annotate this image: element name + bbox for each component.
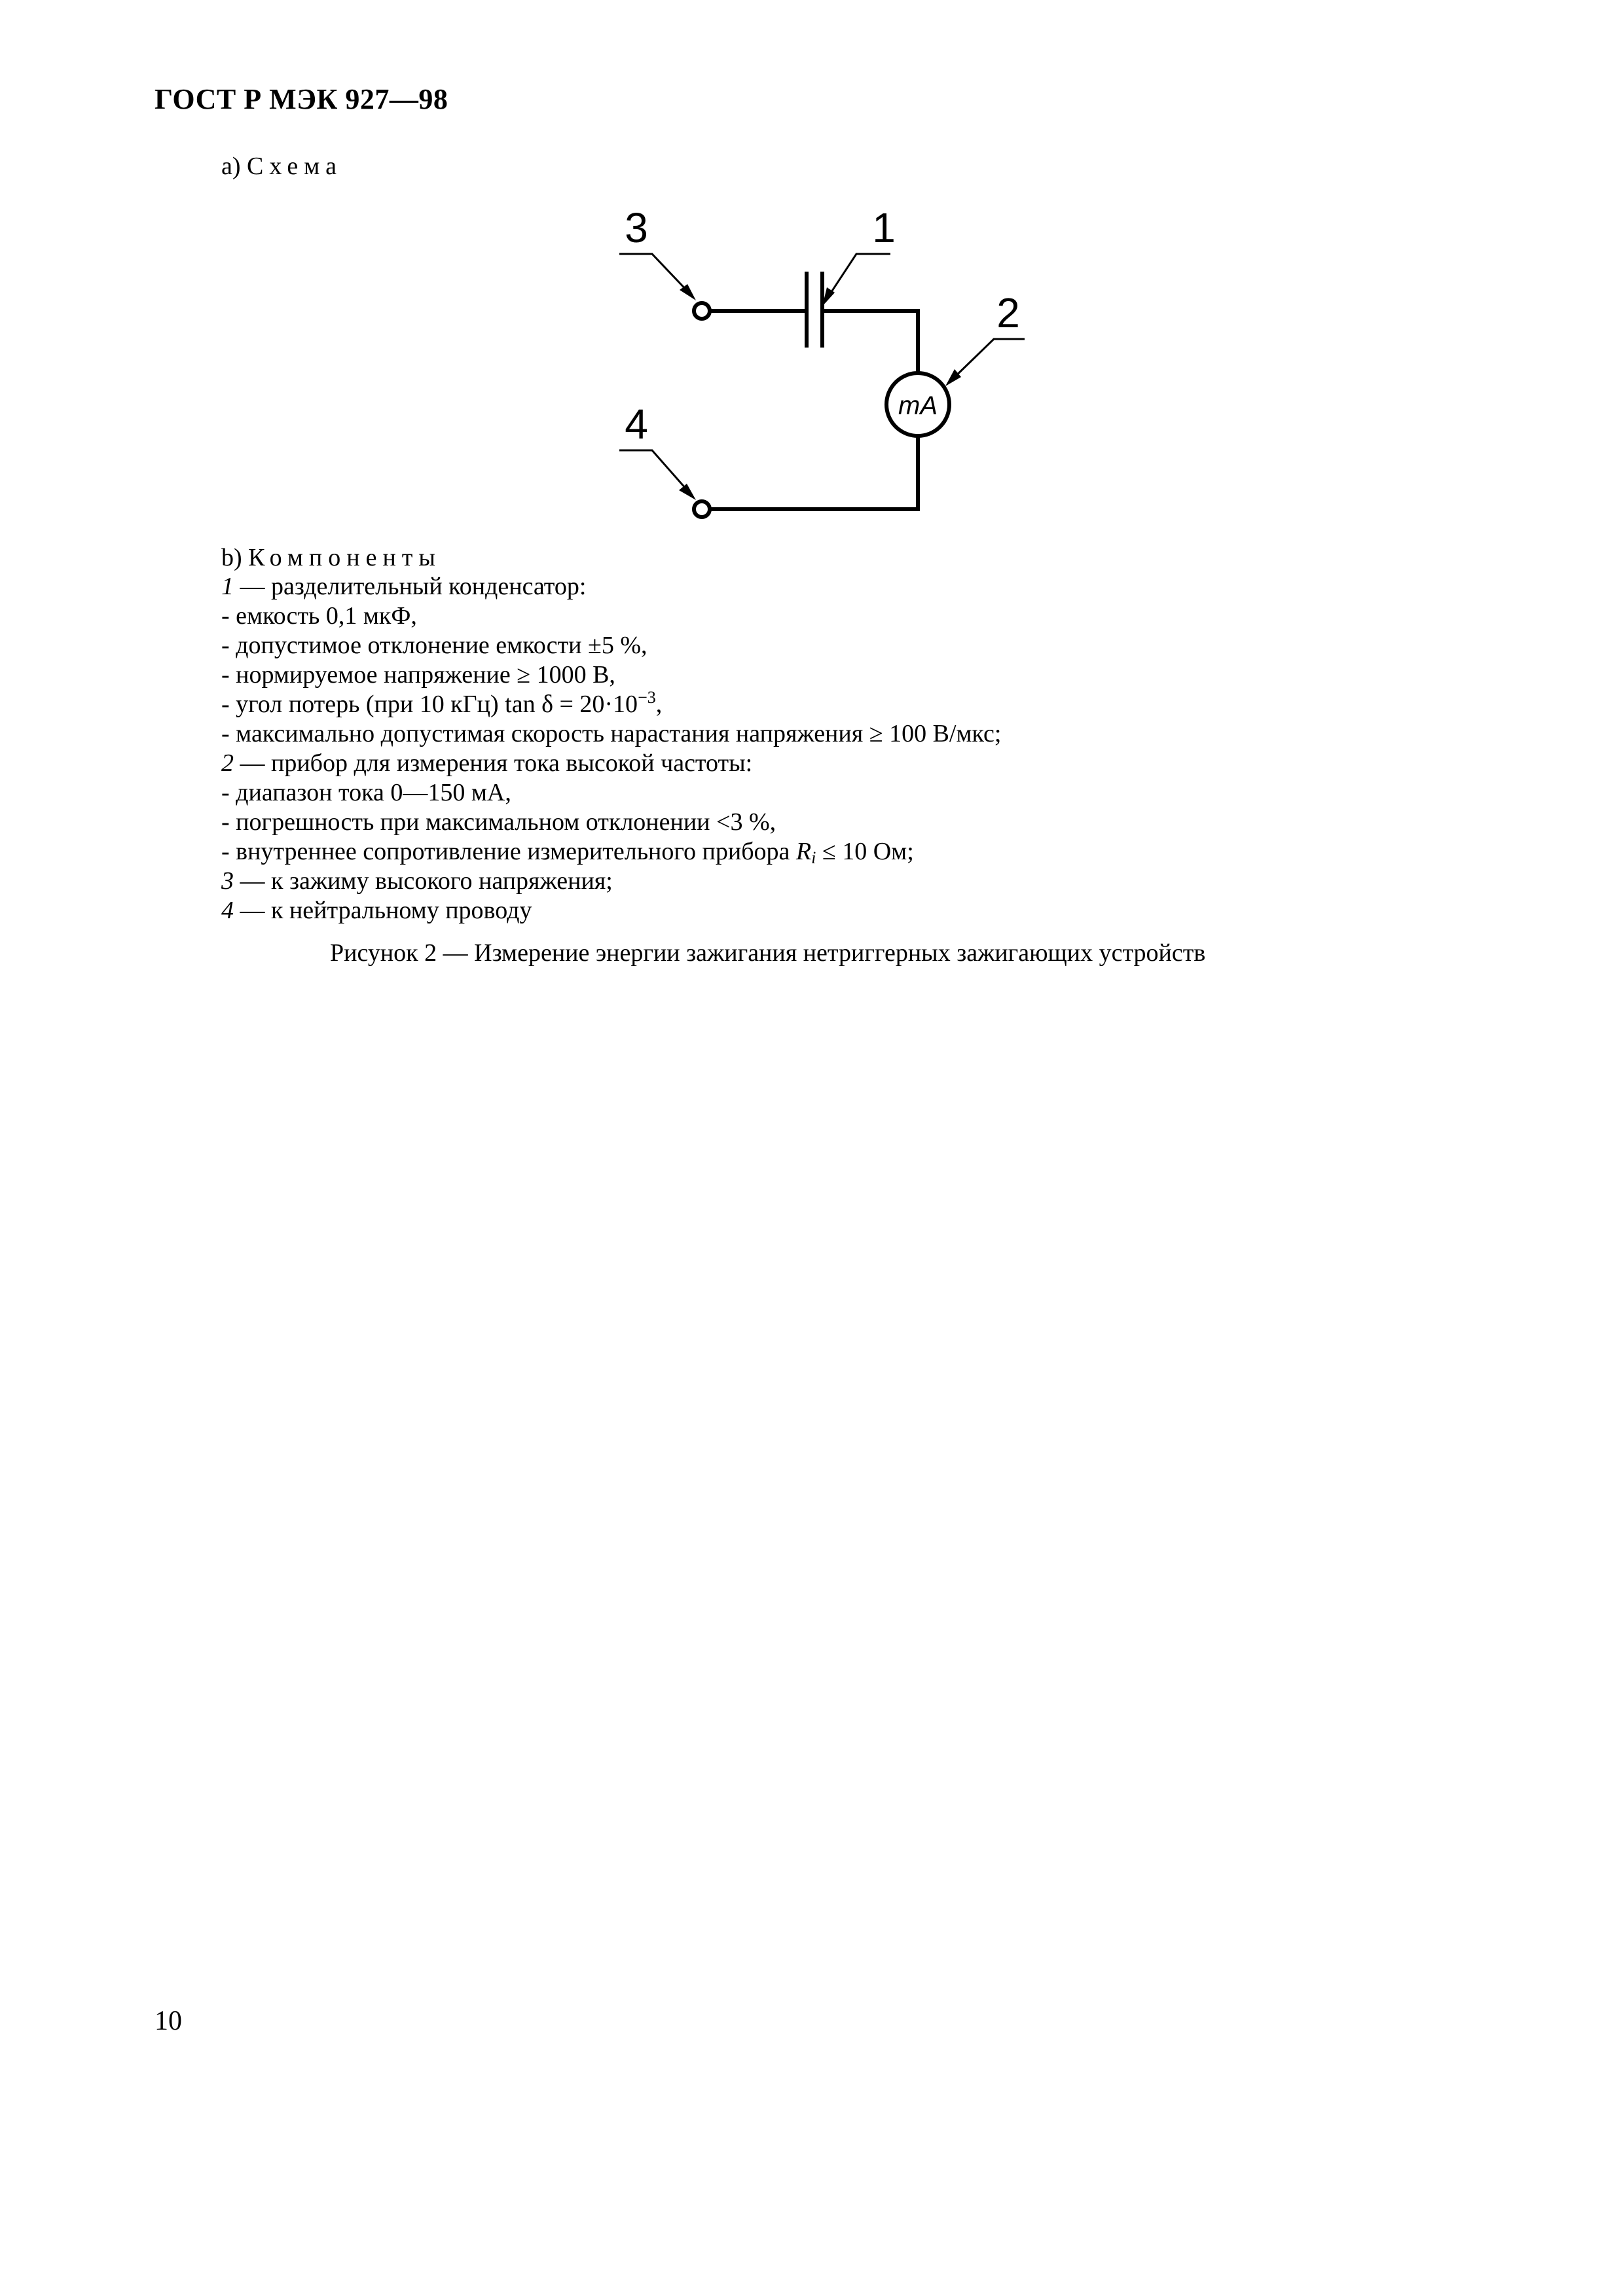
component-1-spec: - емкость 0,1 мкФ,: [221, 602, 417, 630]
resistance-symbol: R: [795, 838, 812, 865]
components-list: [221, 572, 1001, 925]
loss-angle-text: - угол потерь (при 10 кГц) tan δ = 20·10: [221, 691, 638, 718]
scheme-heading-marker: а): [221, 152, 241, 180]
loss-angle-exponent: −3: [638, 688, 656, 707]
meter-label: mA: [898, 391, 938, 420]
leader-line-3: [619, 254, 691, 295]
component-1-text: — разделительный конденсатор:: [234, 573, 587, 600]
components-heading-label: Компоненты: [248, 544, 441, 571]
component-4-text: — к нейтральному проводу: [234, 897, 532, 924]
component-1-spec: - нормируемое напряжение ≥ 1000 В,: [221, 661, 615, 689]
component-1-number: 1: [221, 573, 234, 600]
component-1-slew-rate: - максимально допустимая скорость нарастания напряжения ≥ 100 В/мкс;: [221, 720, 1002, 747]
terminal-3-icon: [694, 303, 710, 319]
resistance-text: - внутреннее сопротивление измерительного прибора: [221, 838, 796, 865]
callout-1: 1: [872, 204, 896, 251]
loss-angle-suffix: ,: [655, 691, 663, 718]
component-1-loss-angle: [221, 690, 1001, 719]
leader-line-2: [951, 339, 1025, 381]
leader-line-1: [826, 254, 890, 300]
component-1: [221, 572, 1001, 601]
component-2: [221, 749, 1001, 778]
component-2-spec: - диапазон тока 0—150 мА,: [221, 779, 511, 806]
scheme-heading: [221, 152, 342, 181]
callout-4: 4: [625, 401, 648, 448]
component-3-number: 3: [221, 867, 234, 895]
figure-caption: Рисунок 2 — Измерение энергии зажигания нетриггерных зажигающих устройств: [330, 939, 1206, 967]
component-3-text: — к зажиму высокого напряжения;: [234, 867, 613, 895]
component-2-spec: - погрешность при максимальном отклонении <3 %,: [221, 808, 776, 836]
component-3: [221, 867, 1001, 896]
leader-line-4: [619, 450, 691, 494]
component-1-spec: - допустимое отклонение емкости ±5 %,: [221, 632, 647, 659]
scheme-heading-label: Схема: [247, 152, 342, 180]
resistance-suffix: ≤ 10 Ом;: [816, 838, 914, 865]
leader-arrow-4-icon: [679, 484, 696, 500]
component-2-number: 2: [221, 749, 234, 777]
page-number: 10: [155, 2006, 182, 2036]
callout-3: 3: [625, 204, 648, 251]
components-heading-marker: b): [221, 544, 242, 571]
document-header: ГОСТ Р МЭК 927—98: [155, 83, 448, 115]
component-2-text: — прибор для измерения тока высокой частоты:: [234, 749, 753, 777]
circuit-diagram: [589, 196, 1048, 537]
components-heading: [221, 543, 441, 572]
callout-2: 2: [996, 289, 1020, 336]
component-4-number: 4: [221, 897, 234, 924]
component-2-resistance: [221, 837, 1001, 867]
component-4: [221, 896, 1001, 925]
terminal-4-icon: [694, 501, 710, 517]
resistance-subscript: i: [811, 848, 816, 867]
